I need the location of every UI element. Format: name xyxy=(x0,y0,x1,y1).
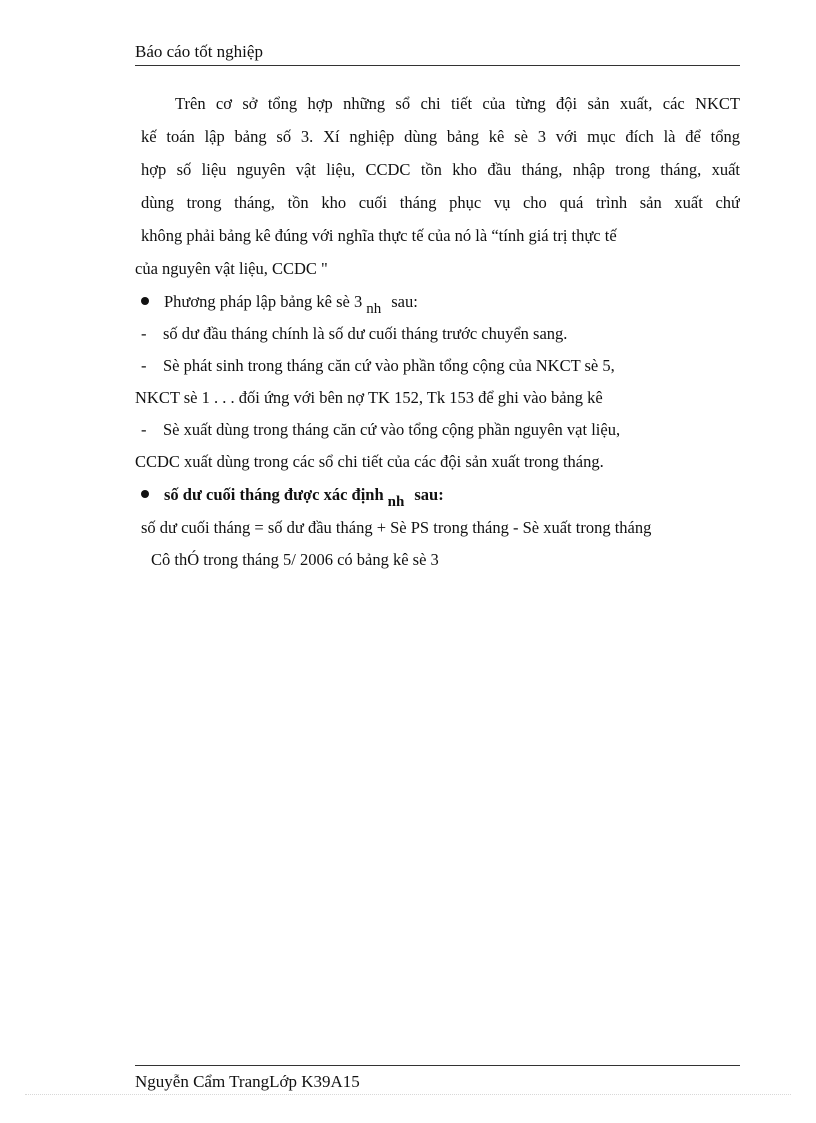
bullet-icon xyxy=(141,490,149,498)
bullet-closing-sub: nh xyxy=(387,494,405,510)
paragraph-line-2: kế toán lập bảng số 3. Xí nghiệp dùng bảng kê sè 3 với mục đích là để tổng xyxy=(141,127,740,146)
dash-marker: - xyxy=(141,356,147,375)
dash-item-arising-text: Sè phát sinh trong tháng căn cứ vào phần tổng cộng của NKCT sè 5, xyxy=(163,356,615,375)
dash-item-opening-text: số dư đầu tháng chính là số dư cuối tháng trước chuyển sang. xyxy=(163,324,568,343)
dash-item-arising xyxy=(141,355,615,377)
page-edge-divider xyxy=(25,1094,791,1095)
header-title: Báo cáo tốt nghiệp xyxy=(135,42,263,61)
page-header xyxy=(135,42,740,66)
footer-author: Nguyễn Cẩm TrangLớp K39A15 xyxy=(135,1072,360,1091)
dash-item-issue-text: Sè xuất dùng trong tháng căn cứ vào tổng cộng phần nguyên vạt liệu, xyxy=(163,420,621,439)
paragraph-line-4: dùng trong tháng, tồn kho cuối tháng phục vụ cho quá trình sản xuất chứ xyxy=(141,193,740,212)
paragraph-line-5: không phải bảng kê đúng với nghĩa thực tế của nó là “tính giá trị thực tế xyxy=(141,226,617,245)
dash-marker: - xyxy=(141,324,147,343)
paragraph-line-3: hợp số liệu nguyên vật liệu, CCDC tồn kho đầu tháng, nhập trong tháng, xuất xyxy=(141,160,740,179)
dash-item-issue xyxy=(141,419,620,441)
paragraph-line-6: của nguyên vật liệu, CCDC " xyxy=(135,259,328,278)
bullet-method-sub: nh xyxy=(366,301,382,317)
page-footer xyxy=(135,1065,740,1092)
paragraph-line-1: Trên cơ sở tổng hợp những sổ chi tiết của từng đội sản xuất, các NKCT xyxy=(175,94,740,113)
dash-item-arising-continued: NKCT sè 1 . . . đối ứng với bên nợ TK 152, Tk 153 để ghi vào bảng kê xyxy=(135,388,603,407)
bullet-closing-text: số dư cuối tháng được xác định xyxy=(164,485,384,504)
bullet-method-text: Phương pháp lập bảng kê sè 3 xyxy=(164,292,363,311)
dash-marker: - xyxy=(141,420,147,439)
bullet-item-closing-balance xyxy=(141,484,444,510)
closing-sentence: Cô thÓ trong tháng 5/ 2006 có bảng kê sè 3 xyxy=(151,550,439,569)
balance-formula: số dư cuối tháng = số dư đầu tháng + Sè PS trong tháng - Sè xuất trong tháng xyxy=(141,518,652,537)
bullet-method-suffix: sau: xyxy=(391,292,418,311)
bullet-item-method xyxy=(141,291,418,317)
bullet-closing-suffix: sau: xyxy=(414,485,444,504)
dash-item-issue-continued: CCDC xuất dùng trong các sổ chi tiết của các đội sản xuất trong tháng. xyxy=(135,452,604,471)
dash-item-opening-balance xyxy=(141,323,567,345)
bullet-icon xyxy=(141,297,149,305)
